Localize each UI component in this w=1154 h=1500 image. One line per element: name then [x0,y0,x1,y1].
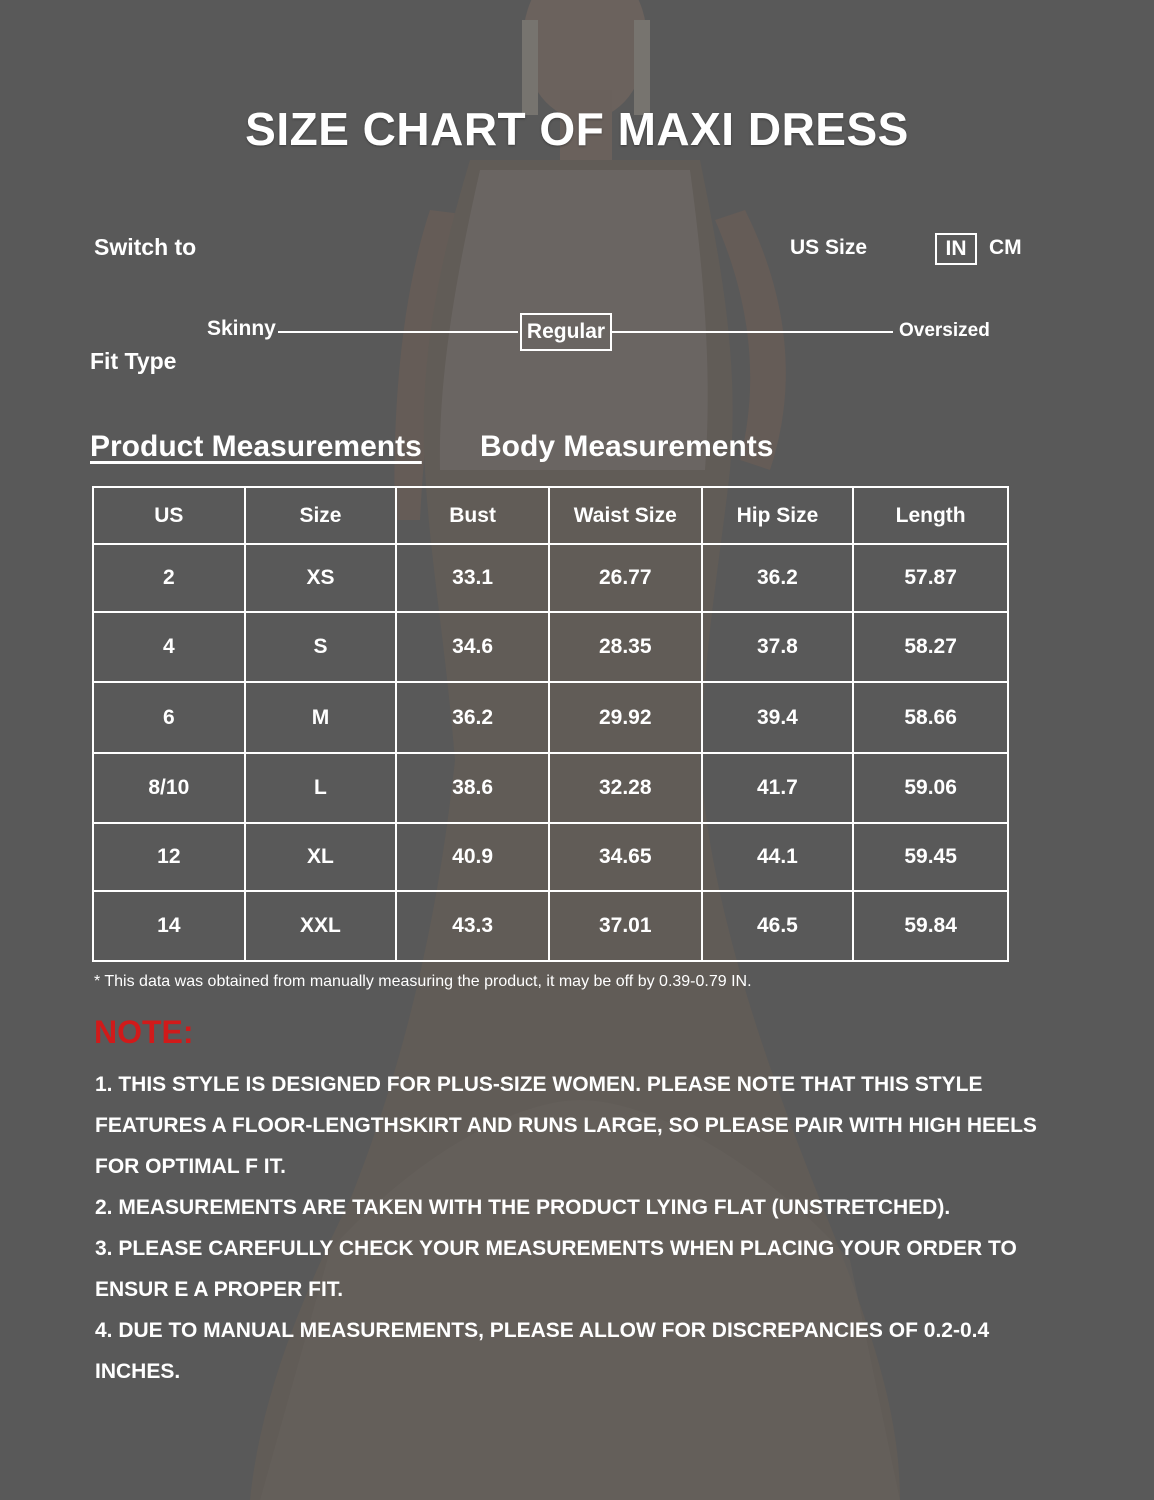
cell-size: S [245,612,397,682]
cell-length: 58.27 [853,612,1008,682]
cell-bust: 40.9 [396,823,549,891]
cell-size: L [245,753,397,823]
cell-waist: 37.01 [549,891,702,961]
us-size-label: US Size [790,236,868,259]
note-item: 2. MEASUREMENTS ARE TAKEN WITH THE PRODUCT LYING FLAT (UNSTRETCHED). [95,1196,951,1219]
column-header-size: Size [245,487,397,544]
fit-scale-line [278,331,518,333]
table-row [93,682,1008,753]
cell-length: 58.66 [853,682,1008,753]
cell-bust: 36.2 [396,682,549,753]
cell-us: 6 [93,682,245,753]
notes-list [95,1064,1040,1392]
cell-us: 2 [93,544,245,612]
fit-option-skinny[interactable]: Skinny [207,317,276,340]
fit-option-oversized[interactable]: Oversized [899,320,990,341]
size-table [92,486,1009,962]
column-header-hip: Hip Size [702,487,854,544]
cell-bust: 43.3 [396,891,549,961]
unit-toggle-in[interactable]: IN [935,233,977,265]
table-header-row [93,487,1008,544]
measurement-footnote: * This data was obtained from manually measuring the product, it may be off by 0.39-0.79 IN. [94,973,752,990]
switch-to-label: Switch to [94,234,197,260]
cell-waist: 34.65 [549,823,702,891]
table-row [93,544,1008,612]
cell-size: M [245,682,397,753]
fit-type-label: Fit Type [90,348,177,374]
column-header-waist: Waist Size [549,487,702,544]
tab-body-measurements[interactable]: Body Measurements [480,430,774,463]
cell-hip: 39.4 [702,682,854,753]
cell-waist: 26.77 [549,544,702,612]
cell-us: 4 [93,612,245,682]
note-item: 3. PLEASE CAREFULLY CHECK YOUR MEASUREMENTS WHEN PLACING YOUR ORDER TO ENSUR E A PROPER FIT. [95,1237,1017,1301]
cell-bust: 34.6 [396,612,549,682]
table-row [93,891,1008,961]
cell-length: 59.06 [853,753,1008,823]
cell-us: 12 [93,823,245,891]
cell-hip: 46.5 [702,891,854,961]
cell-size: XL [245,823,397,891]
note-item: 1. THIS STYLE IS DESIGNED FOR PLUS-SIZE WOMEN. PLEASE NOTE THAT THIS STYLE FEATURES A FLOOR-LENGTHSKIRT AND RUNS LARGE, SO PLEASE PAIR WITH HIGH HEELS FOR OPTIMAL F IT. [95,1073,1037,1178]
table-row [93,823,1008,891]
cell-length: 59.45 [853,823,1008,891]
column-header-us: US [93,487,245,544]
cell-us: 14 [93,891,245,961]
cell-bust: 38.6 [396,753,549,823]
cell-hip: 36.2 [702,544,854,612]
cell-length: 59.84 [853,891,1008,961]
fit-option-regular[interactable]: Regular [520,313,612,351]
cell-us: 8/10 [93,753,245,823]
cell-waist: 28.35 [549,612,702,682]
cell-waist: 29.92 [549,682,702,753]
note-heading: NOTE: [94,1014,194,1050]
cell-length: 57.87 [853,544,1008,612]
column-header-bust: Bust [396,487,549,544]
cell-size: XS [245,544,397,612]
page-title: SIZE CHART OF MAXI DRESS [245,103,909,155]
cell-hip: 37.8 [702,612,854,682]
fit-scale-line [612,331,893,333]
note-item: 4. DUE TO MANUAL MEASUREMENTS, PLEASE ALLOW FOR DISCREPANCIES OF 0.2-0.4 INCHES. [95,1319,990,1383]
cell-hip: 41.7 [702,753,854,823]
unit-toggle-cm[interactable]: CM [989,236,1022,259]
table-row [93,753,1008,823]
table-row [93,612,1008,682]
cell-waist: 32.28 [549,753,702,823]
cell-hip: 44.1 [702,823,854,891]
cell-bust: 33.1 [396,544,549,612]
column-header-length: Length [853,487,1008,544]
tab-product-measurements[interactable]: Product Measurements [90,430,422,463]
cell-size: XXL [245,891,397,961]
